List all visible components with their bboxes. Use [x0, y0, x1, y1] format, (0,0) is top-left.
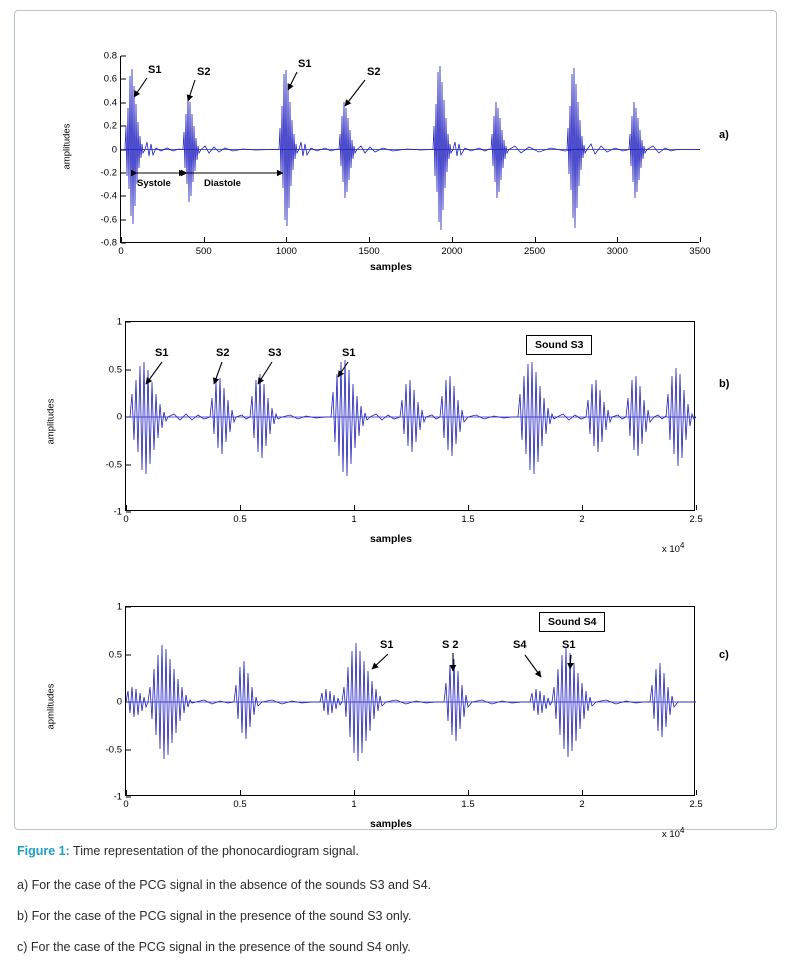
panel-b-ylabel: amplitudes [45, 398, 57, 445]
panel-a-xtick: 2500 [524, 246, 546, 257]
panel-b [15, 301, 778, 566]
panel-a-annot-s2-1: S2 [197, 66, 211, 78]
figure-caption-line-c: c) For the case of the PCG signal in the presence of the sound S4 only. [17, 940, 411, 954]
panel-a-ylabel: amplitudes [61, 123, 73, 170]
figure-caption-line-a: a) For the case of the PCG signal in the absence of the sounds S3 and S4. [17, 878, 432, 892]
panel-a-xtick: 500 [195, 246, 212, 257]
figure-caption [17, 844, 359, 858]
panel-c-xtick: 1 [351, 799, 357, 810]
panel-a-xtick: 3000 [606, 246, 628, 257]
panel-c-waveform [126, 607, 696, 797]
panel-a-annot-s1-2: S1 [298, 58, 312, 70]
panel-c-annot-s2: S 2 [442, 639, 459, 651]
panel-b-xtick-mark [696, 505, 697, 510]
panel-c-ylabel: apmlitudes [45, 683, 57, 730]
panel-b-xtick: 0.5 [233, 514, 247, 525]
panel-c-xtick: 0.5 [233, 799, 247, 810]
panel-b-xtick: 1 [351, 514, 357, 525]
panel-b-x-exponent [662, 541, 684, 555]
panel-c-label: c) [719, 649, 729, 661]
panel-b-xtick: 1.5 [461, 514, 475, 525]
panel-b-label: b) [719, 378, 730, 390]
panel-c-ytick: -1 [113, 791, 122, 803]
panel-a-annot-s1-1: S1 [148, 64, 162, 76]
panel-a-label: a) [719, 129, 729, 141]
panel-b-ytick: -0.5 [105, 459, 122, 470]
figure-caption-text: Time representation of the phonocardiogram signal. [69, 844, 359, 858]
panel-a-ytick: -0.4 [100, 190, 117, 202]
panel-c-xtick: 2 [579, 799, 585, 810]
panel-c-ytick: 0 [116, 696, 122, 708]
panel-c-xlabel: samples [370, 818, 413, 830]
panel-b-waveform [126, 322, 696, 512]
figure-number: Figure 1: [17, 844, 70, 858]
panel-c-ytick: 0.5 [108, 649, 122, 660]
panel-c-annot-s4: S4 [513, 639, 527, 651]
panel-b-annot-s2: S2 [216, 347, 230, 359]
panel-c-xtick: 2.5 [689, 799, 703, 810]
panel-b-xtick: 2 [579, 514, 585, 525]
panel-b-annot-s3: S3 [268, 347, 282, 359]
panel-c-ytick: -0.5 [105, 744, 122, 755]
panel-c-xtick: 0 [123, 799, 129, 810]
panel-a-xtick-mark [700, 237, 701, 242]
panel-a-ytick: -0.6 [100, 214, 117, 226]
figure-caption-line-b: b) For the case of the PCG signal in the presence of the sound S3 only. [17, 909, 412, 923]
panel-a-xtick: 2000 [441, 246, 463, 257]
panel-c-xtick-mark [696, 790, 697, 795]
figure-container [14, 10, 777, 841]
panel-b-ytick: 0 [116, 411, 122, 423]
panel-c [15, 586, 778, 851]
panel-a-ytick: 0.4 [103, 97, 117, 109]
panel-b-xlabel: samples [370, 533, 413, 545]
panel-b-xtick: 2.5 [689, 514, 703, 525]
panel-a-annot-diastole: Diastole [204, 178, 241, 189]
panel-c-ytick: 1 [116, 601, 122, 613]
panel-c-x-exponent [662, 826, 684, 840]
panel-b-ytick: 0.5 [108, 364, 122, 375]
panel-c-annot-s1-1: S1 [380, 639, 394, 651]
panel-b-xtick: 0 [123, 514, 129, 525]
panel-a-ytick: -0.2 [100, 167, 117, 179]
panel-a-xtick: 1500 [358, 246, 380, 257]
panel-c-plot [105, 601, 703, 810]
panel-c-exp-base: x 10 [662, 829, 680, 841]
panel-b-exp-base: x 10 [662, 544, 680, 556]
panel-c-exp-power: 4 [679, 826, 685, 835]
panel-a-annot-systole: Systole [137, 178, 171, 189]
panel-a-ytick: 0.2 [103, 120, 117, 132]
panel-a-xlabel: samples [370, 261, 413, 273]
panel-a-ytick: -0.8 [100, 237, 117, 249]
panel-c-annot-s1-2: S1 [562, 639, 576, 651]
panel-a-ytick: 0.6 [103, 73, 117, 85]
panel-b-annot-s1-2: S1 [342, 347, 356, 359]
panel-b-exp-power: 4 [679, 541, 685, 550]
panel-c-legend: Sound S4 [539, 612, 605, 632]
panel-b-ytick: 1 [116, 316, 122, 328]
panel-a-plot [100, 50, 711, 257]
panel-a-ytick: 0.8 [103, 50, 117, 62]
panel-a-xtick: 3500 [689, 246, 711, 257]
panel-a-xtick: 1000 [275, 246, 297, 257]
panel-a [15, 11, 778, 276]
panel-a-waveform [121, 56, 700, 243]
panel-b-ytick: -1 [113, 506, 122, 518]
panel-b-legend: Sound S3 [526, 335, 592, 355]
panel-a-annot-s2-2: S2 [367, 66, 381, 78]
panel-c-xtick: 1.5 [461, 799, 475, 810]
panel-a-ytick: 0 [111, 144, 117, 155]
panel-a-xtick: 0 [118, 246, 124, 257]
panel-b-annot-s1-1: S1 [155, 347, 169, 359]
panel-b-plot [105, 316, 703, 525]
